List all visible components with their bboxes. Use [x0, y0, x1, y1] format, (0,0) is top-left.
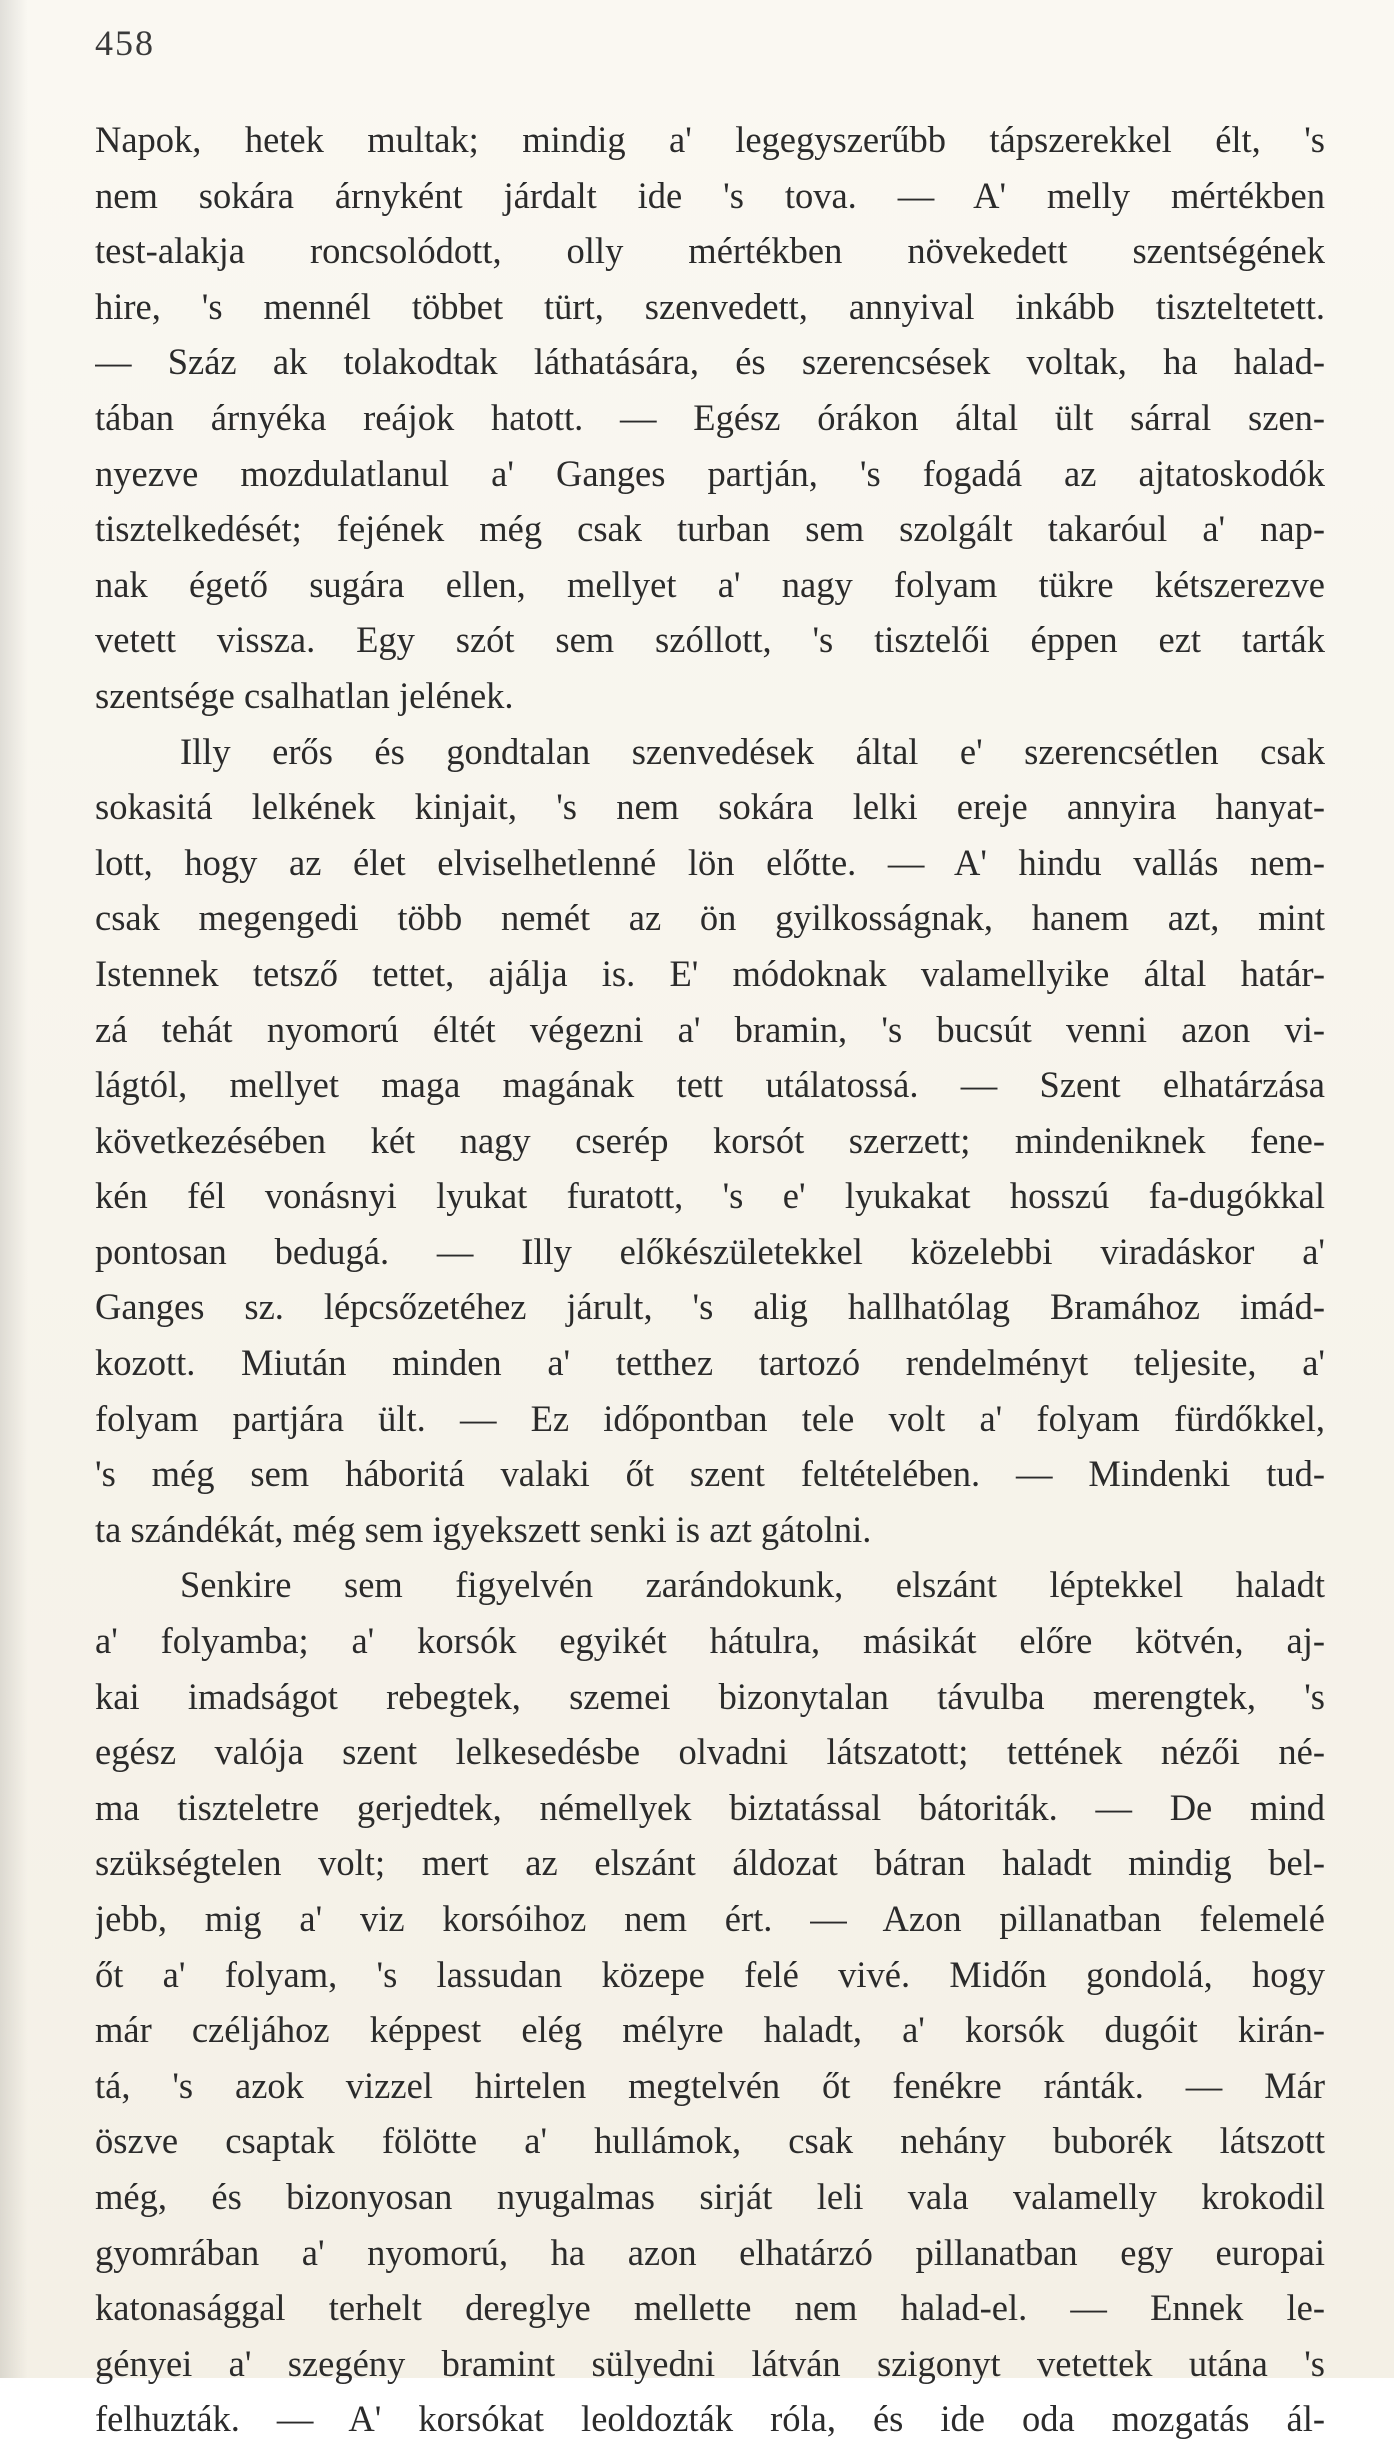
text-line: nyezve mozdulatlanul a' Ganges partján, 's fogadá az ajtatoskodók — [95, 452, 1325, 494]
text-line: lágtól, mellyet maga magának tett utálatossá. — Szent elhatárzása — [95, 1064, 1325, 1106]
text-line: egész valója szent lelkesedésbe olvadni látszatott; tettének nézői né- — [95, 1731, 1325, 1773]
text-line: nem sokára árnyként járdalt ide 's tova. — A' melly mértékben — [95, 174, 1325, 216]
text-line: öszve csaptak fölötte a' hullámok, csak nehány buborék látszott — [95, 2120, 1325, 2162]
text-line: vetett vissza. Egy szót sem szóllott, 's tisztelői éppen ezt tarták — [95, 619, 1325, 661]
text-line: gényei a' szegény bramint sülyedni látván szigonyt vetettek utána 's — [95, 2342, 1325, 2384]
text-line: pontosan bedugá. — Illy előkészületekkel közelebbi viradáskor a' — [95, 1230, 1325, 1272]
text-line: Senkire sem figyelvén zarándokunk, elszánt léptekkel haladt — [180, 1564, 1325, 1606]
text-line: gyomrában a' nyomorú, ha azon elhatárzó pillanatban egy europai — [95, 2231, 1325, 2273]
text-line: még, és bizonyosan nyugalmas sirját leli vala valamelly krokodil — [95, 2175, 1325, 2217]
text-line: ta szándékát, még sem igyekszett senki is azt gátolni. — [95, 1508, 872, 1550]
text-line: lott, hogy az élet elviselhetlenné lön előtte. — A' hindu vallás nem- — [95, 841, 1325, 883]
text-line: hire, 's mennél többet türt, szenvedett, annyival inkább tiszteltetett. — [95, 285, 1325, 327]
text-line: Istennek tetsző tettet, ajálja is. E' módoknak valamellyike által határ- — [95, 952, 1325, 994]
text-line: Napok, hetek multak; mindig a' legegyszerűbb tápszerekkel élt, 's — [95, 119, 1325, 160]
text-line: szentsége csalhatlan jelének. — [95, 674, 514, 716]
text-line: kén fél vonásnyi lyukat furatott, 's e' lyukakat hosszú fa-dugókkal — [95, 1175, 1325, 1217]
text-line: sokasitá lelkének kinjait, 's nem sokára lelki ereje annyira hanyat- — [95, 786, 1325, 828]
text-line: folyam partjára ült. — Ez időpontban tele volt a' folyam fürdőkkel, — [95, 1397, 1325, 1439]
text-line: — Száz ak tolakodtak láthatására, és szerencsések voltak, ha halad- — [95, 341, 1325, 383]
text-line: jebb, mig a' viz korsóihoz nem ért. — Azon pillanatban felemelé — [95, 1898, 1325, 1939]
text-line: Illy erős és gondtalan szenvedések által e' szerencsétlen csak — [180, 730, 1325, 772]
text-line: kozott. Miután minden a' tetthez tartozó rendelményt teljesite, a' — [95, 1342, 1325, 1384]
text-line: kai imadságot rebegtek, szemei bizonytalan távulba merengtek, 's — [95, 1675, 1325, 1717]
text-line: a' folyamba; a' korsók egyikét hátulra, másikát előre kötvén, aj- — [95, 1620, 1325, 1662]
text-line: tá, 's azok vizzel hirtelen megtelvén őt fenékre ránták. — Már — [95, 2064, 1325, 2106]
text-line: következésében két nagy cserép korsót szerzett; mindeniknek fene- — [95, 1119, 1325, 1161]
text-line: már czéljához képpest elég mélyre haladt, a' korsók dugóit kirán- — [95, 2009, 1325, 2051]
text-line: Ganges sz. lépcsőzetéhez járult, 's alig hallhatólag Bramához imád- — [95, 1286, 1325, 1328]
page-number: 458 — [95, 23, 155, 63]
text-line: felhuzták. — A' korsókat leoldozták róla, és ide oda mozgatás ál- — [95, 2398, 1325, 2440]
text-line: ma tiszteletre gerjedtek, némellyek biztatással bátoriták. — De mind — [95, 1786, 1325, 1828]
text-line: szükségtelen volt; mert az elszánt áldozat bátran haladt mindig bel- — [95, 1842, 1325, 1884]
text-line: tában árnyéka reájok hatott. — Egész órákon által ült sárral szen- — [95, 396, 1325, 438]
text-line: tisztelkedését; fejének még csak turban sem szolgált takaróul a' nap- — [95, 508, 1325, 550]
text-line: katonasággal terhelt dereglye mellette nem halad-el. — Ennek le- — [95, 2287, 1325, 2329]
text-line: csak megengedi több nemét az ön gyilkosságnak, hanem azt, mint — [95, 897, 1325, 939]
text-line: zá tehát nyomorú éltét végezni a' bramin, 's bucsút venni azon vi- — [95, 1008, 1325, 1050]
text-line: nak égető sugára ellen, mellyet a' nagy folyam tükre kétszerezve — [95, 563, 1325, 605]
text-line: test-alakja roncsolódott, olly mértékben növekedett szentségének — [95, 230, 1325, 272]
text-body — [95, 112, 1325, 2447]
text-line: 's még sem háboritá valaki őt szent feltételében. — Mindenki tud- — [95, 1453, 1325, 1495]
text-line: őt a' folyam, 's lassudan közepe felé vivé. Midőn gondolá, hogy — [95, 1953, 1325, 1995]
